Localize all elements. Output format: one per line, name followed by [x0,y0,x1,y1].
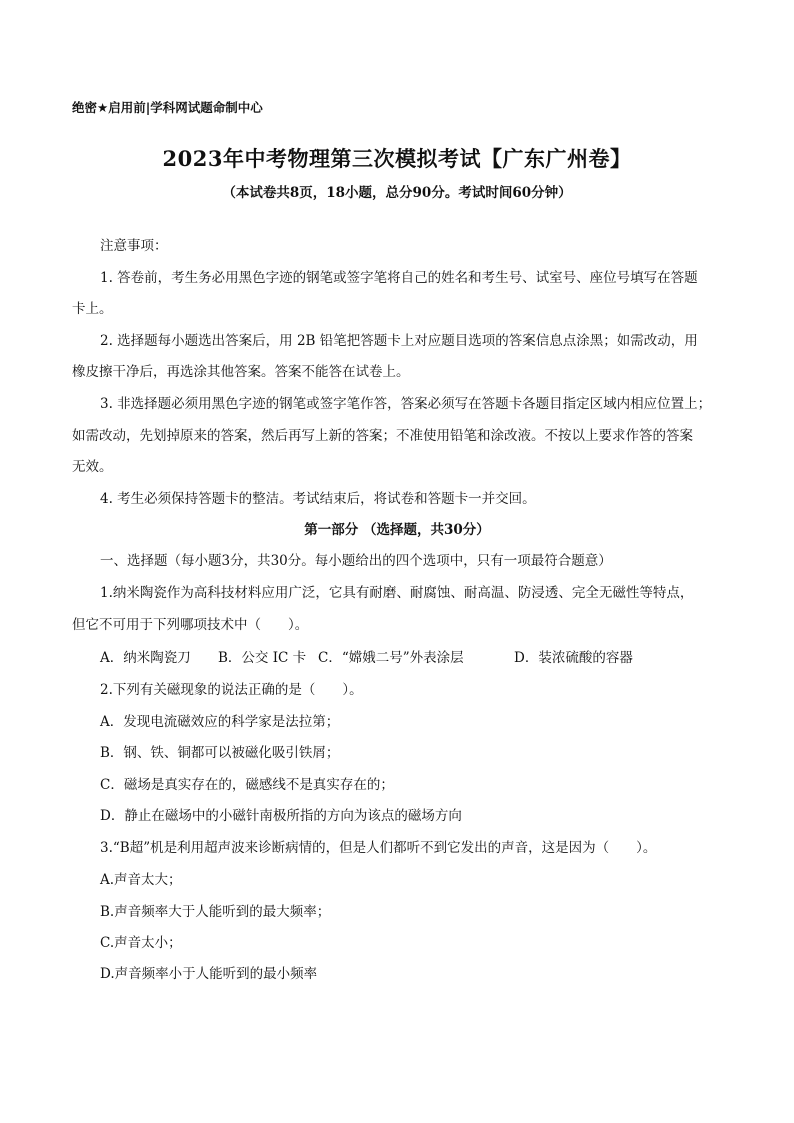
part-title: 第一部分 （选择题，共30分） [304,522,490,538]
notice-line: 橡皮擦干净后，再选涂其他答案。答案不能答在试卷上。 [72,364,410,380]
section-heading: 一、选择题（每小题3分，共30分。每小题给出的四个选项中，只有一项最符合题意） [100,553,612,569]
notice-line: 卡上。 [72,301,113,317]
notice-line: 1. 答卷前，考生务必用黑色字迹的钢笔或签字笔将自己的姓名和考生号、试室号、座位号填写在答题 [100,270,698,286]
option-a: A．纳米陶瓷刀 [100,650,191,666]
option-d: D．装浓硫酸的容器 [514,650,633,666]
question-1-stem-continued: 但它不可用于下列哪项技术中（ ）。 [72,617,309,633]
option-b: B.声音频率大于人能听到的最大频率； [100,904,331,920]
question-3-stem: 3.“B超”机是利用超声波来诊断病情的，但是人们都听不到它发出的声音，这是因为（ ）。 [100,840,657,856]
option-b: B．公交 IC 卡 [218,650,307,666]
option-a: A.声音太大； [100,872,182,888]
question-1-stem: 1.纳米陶瓷作为高科技材料应用广泛，它具有耐磨、耐腐蚀、耐高温、防浸透、完全无磁性等特点， [100,585,694,601]
option-b: B．钢、铁、铜都可以被磁化吸引铁屑； [100,745,340,761]
confidential-label: 绝密★启用前|学科网试题命制中心 [72,100,263,115]
notice-heading: 注意事项： [100,238,168,254]
option-c: C．磁场是真实存在的，磁感线不是真实存在的； [100,777,394,793]
page-subtitle: （本试卷共8页，18小题，总分90分。考试时间60分钟） [222,185,572,201]
notice-line: 2. 选择题每小题选出答案后，用 2B 铅笔把答题卡上对应题目选项的答案信息点涂黑；如需改动，用 [100,333,698,349]
page-title: 2023年中考物理第三次模拟考试【广东广州卷】 [162,146,632,171]
option-d: D.声音频率小于人能听到的最小频率 [100,966,318,982]
question-1-options [100,646,633,666]
notice-line: 4. 考生必须保持答题卡的整洁。考试结束后，将试卷和答题卡一并交回。 [100,491,536,507]
option-a: A．发现电流磁效应的科学家是法拉第； [100,714,340,730]
question-2-stem: 2.下列有关磁现象的说法正确的是（ ）。 [100,682,363,698]
option-c: C.声音太小； [100,935,182,951]
notice-line: 无效。 [72,459,113,475]
option-d: D．静止在磁场中的小磁针南极所指的方向为该点的磁场方向 [100,808,462,824]
option-c: C．“嫦娥二号”外表涂层 [318,650,464,666]
notice-line: 如需改动，先划掉原来的答案，然后再写上新的答案；不准使用铅笔和涂改液。不按以上要求作答的答案 [72,428,693,444]
notice-line: 3. 非选择题必须用黑色字迹的钢笔或签字笔作答，答案必须写在答题卡各题目指定区域内相应位置上； [100,396,712,412]
